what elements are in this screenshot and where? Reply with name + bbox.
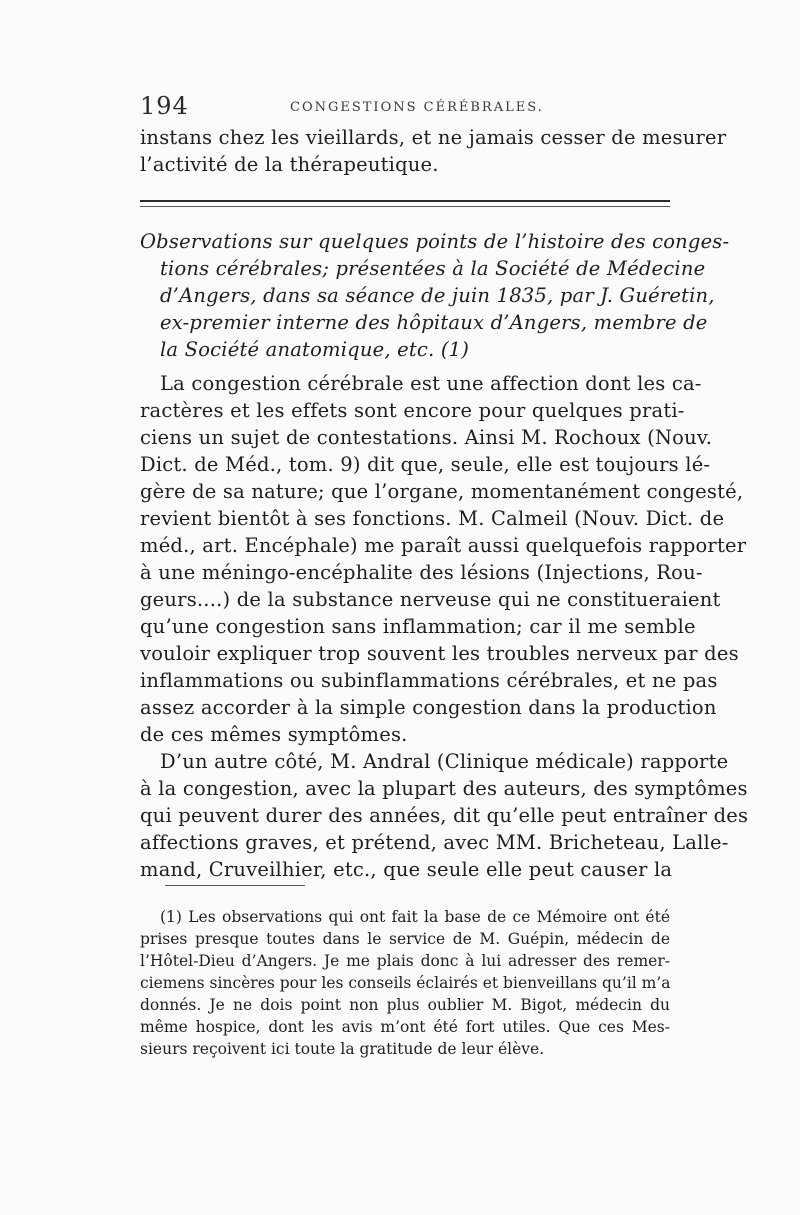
paragraph-2-line: affections graves, et prétend, avec MM. Bricheteau, Lalle- bbox=[140, 831, 729, 854]
paragraph-1-line: gère de sa nature; que l’organe, momentanément congesté, bbox=[140, 480, 744, 503]
title-line-5: la Société anatomique, etc. (1) bbox=[160, 338, 470, 361]
paragraph-1-line: inflammations ou subinflammations cérébrales, et ne pas bbox=[140, 669, 718, 692]
paragraph-1-line: à une méningo-encéphalite des lésions (Injections, Rou- bbox=[140, 561, 703, 584]
title-line-4: ex-premier interne des hôpitaux d’Angers, membre de bbox=[160, 311, 708, 334]
footnote-line: (1) Les observations qui ont fait la base de ce Mémoire ont été bbox=[160, 908, 670, 926]
intro-line-1 bbox=[140, 124, 727, 151]
footnote-line: l’Hôtel-Dieu d’Angers. Je me plais donc à lui adresser des remer- bbox=[140, 952, 670, 970]
footnote-line: sieurs reçoivent ici toute la gratitude de leur élève. bbox=[140, 1040, 545, 1058]
running-head: CONGESTIONS CÉRÉBRALES. bbox=[290, 100, 544, 115]
paragraph-1-line: vouloir expliquer trop souvent les troubles nerveux par des bbox=[140, 642, 739, 665]
paragraph-1-line: Dict. de Méd., tom. 9) dit que, seule, elle est toujours lé- bbox=[140, 453, 711, 476]
page-header bbox=[140, 92, 670, 122]
section-separator-thick bbox=[140, 200, 670, 202]
paragraph-1-line: de ces mêmes symptômes. bbox=[140, 723, 408, 746]
section-separator-thin bbox=[140, 206, 670, 207]
paragraph-2-line: qui peuvent durer des années, dit qu’elle peut entraîner des bbox=[140, 804, 749, 827]
title-line-1: Observations sur quelques points de l’histoire des conges- bbox=[140, 230, 730, 253]
title-line-3: d’Angers, dans sa séance de juin 1835, par J. Guéretin, bbox=[160, 284, 715, 307]
intro-line-2: l’activité de la thérapeutique. bbox=[140, 153, 439, 176]
footnote-line: ciemens sincères pour les conseils éclairés et bienveillans qu’il m’a bbox=[140, 974, 671, 992]
paragraph-1-line: revient bientôt à ses fonctions. M. Calmeil (Nouv. Dict. de bbox=[140, 507, 725, 530]
intro-line-1-text: instans chez les vieillards, et ne jamais cesser de mesurer bbox=[140, 126, 727, 149]
paragraph-2-line: à la congestion, avec la plupart des auteurs, des symptômes bbox=[140, 777, 748, 800]
paragraph-1-line: geurs....) de la substance nerveuse qui ne constitueraient bbox=[140, 588, 721, 611]
paragraph-1-line: qu’une congestion sans inflammation; car il me semble bbox=[140, 615, 696, 638]
paragraph-1-line: méd., art. Encéphale) me paraît aussi quelquefois rapporter bbox=[140, 534, 747, 557]
footnote-line: donnés. Je ne dois point non plus oublier M. Bigot, médecin du bbox=[140, 996, 670, 1014]
footnote-separator bbox=[165, 885, 305, 886]
paragraph-1-line: La congestion cérébrale est une affection dont les ca- bbox=[160, 372, 702, 395]
paragraph-2-line: mand, Cruveilhier, etc., que seule elle peut causer la bbox=[140, 858, 673, 881]
paragraph-1-line: ciens un sujet de contestations. Ainsi M. Rochoux (Nouv. bbox=[140, 426, 713, 449]
footnote-line: prises presque toutes dans le service de M. Guépin, médecin de bbox=[140, 930, 670, 948]
page-number: 194 bbox=[140, 92, 189, 120]
paragraph-2-line: D’un autre côté, M. Andral (Clinique médicale) rapporte bbox=[160, 750, 729, 773]
footnote-line: même hospice, dont les avis m’ont été fort utiles. Que ces Mes- bbox=[140, 1018, 670, 1036]
title-line-2: tions cérébrales; présentées à la Société de Médecine bbox=[160, 257, 706, 280]
paragraph-1-line: assez accorder à la simple congestion dans la production bbox=[140, 696, 717, 719]
paragraph-1-line: ractères et les effets sont encore pour quelques prati- bbox=[140, 399, 685, 422]
